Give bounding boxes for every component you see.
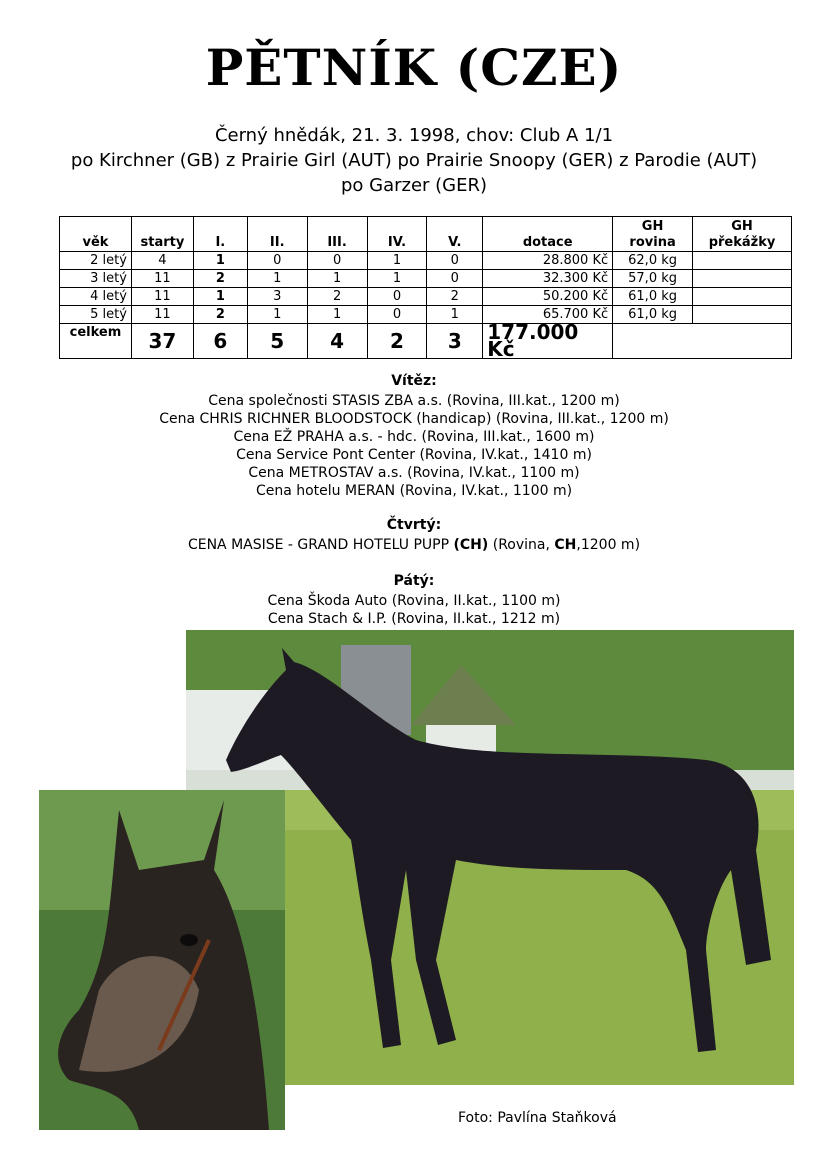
- list-item: Cena Stach & I.P. (Rovina, II.kat., 1212 m): [267, 611, 561, 627]
- table-cell: 1: [247, 270, 307, 288]
- col-header: V.: [427, 217, 483, 252]
- table-header-row: [60, 217, 792, 252]
- list-item: Cena EŽ PRAHA a.s. - hdc. (Rovina, III.kat., 1600 m): [233, 429, 595, 445]
- table-cell: 62,0 kg: [613, 252, 693, 270]
- list-item: Cena Service Pont Center (Rovina, IV.kat., 1410 m): [236, 447, 592, 463]
- race-stats-table: [59, 216, 792, 359]
- table-cell: 11: [131, 306, 193, 324]
- table-cell: 5 letý: [60, 306, 132, 324]
- total-cell: 37: [131, 324, 193, 359]
- table-cell: 1: [307, 270, 367, 288]
- table-cell: 1: [367, 270, 427, 288]
- list-item: Cena hotelu MERAN (Rovina, IV.kat., 1100 m): [255, 483, 573, 499]
- table-cell: 11: [131, 270, 193, 288]
- fourth-heading: Čtvrtý:: [386, 517, 442, 533]
- table-cell: 1: [193, 252, 247, 270]
- table-cell: 0: [367, 306, 427, 324]
- table-cell: 61,0 kg: [613, 288, 693, 306]
- col-header: dotace: [483, 217, 613, 252]
- table-cell: 0: [247, 252, 307, 270]
- fifth-heading: Pátý:: [393, 573, 435, 589]
- table-cell: [693, 306, 792, 324]
- col-header: II.: [247, 217, 307, 252]
- table-cell: 0: [307, 252, 367, 270]
- horse-description: Černý hnědák, 21. 3. 1998, chov: Club A 1/1: [214, 125, 614, 146]
- fourth-section: [0, 516, 828, 554]
- page-title: PĚTNÍK (CZE): [205, 38, 623, 97]
- table-cell: 32.300 Kč: [483, 270, 613, 288]
- table-cell: 61,0 kg: [613, 306, 693, 324]
- pedigree-line: po Kirchner (GB) z Prairie Girl (AUT) po Prairie Snoopy (GER) z Parodie (AUT): [70, 150, 758, 171]
- table-cell: [693, 252, 792, 270]
- table-cell: 2 letý: [60, 252, 132, 270]
- total-cell: 6: [193, 324, 247, 359]
- total-cell: 5: [247, 324, 307, 359]
- photo-credit: Foto: Pavlína Staňková: [458, 1110, 617, 1126]
- list-item: CENA MASISE - GRAND HOTELU PUPP (CH) (Rovina, CH,1200 m): [187, 537, 641, 553]
- table-row: [60, 270, 792, 288]
- table-cell: 3 letý: [60, 270, 132, 288]
- table-cell: 11: [131, 288, 193, 306]
- total-cell: 2: [367, 324, 427, 359]
- total-cell: 3: [427, 324, 483, 359]
- table-cell: 3: [247, 288, 307, 306]
- table-cell: 50.200 Kč: [483, 288, 613, 306]
- table-cell: 2: [307, 288, 367, 306]
- table-cell: [693, 288, 792, 306]
- table-row: [60, 306, 792, 324]
- table-cell: 1: [427, 306, 483, 324]
- table-cell: 0: [427, 270, 483, 288]
- pedigree-line-2: po Garzer (GER): [340, 175, 488, 196]
- table-cell: 2: [193, 306, 247, 324]
- total-row: [60, 324, 792, 359]
- list-item: Cena METROSTAV a.s. (Rovina, IV.kat., 1100 m): [248, 465, 580, 481]
- table-cell: 28.800 Kč: [483, 252, 613, 270]
- table-cell: 0: [367, 288, 427, 306]
- col-header: IV.: [367, 217, 427, 252]
- table-cell: 4 letý: [60, 288, 132, 306]
- col-header-gh-prekazky: GH překážky: [693, 217, 792, 252]
- col-header: I.: [193, 217, 247, 252]
- winner-section: [0, 372, 828, 500]
- col-header: starty: [131, 217, 193, 252]
- list-item: Cena Škoda Auto (Rovina, II.kat., 1100 m): [267, 593, 561, 609]
- table-cell: 65.700 Kč: [483, 306, 613, 324]
- table-cell: 0: [427, 252, 483, 270]
- table-cell: 2: [427, 288, 483, 306]
- col-header: III.: [307, 217, 367, 252]
- list-item: Cena CHRIS RICHNER BLOODSTOCK (handicap) (Rovina, III.kat., 1200 m): [159, 411, 669, 427]
- total-cell: 177.000 Kč: [483, 324, 613, 359]
- table-cell: 4: [131, 252, 193, 270]
- total-cell: 4: [307, 324, 367, 359]
- horse-head-photo: [39, 790, 285, 1130]
- table-cell: 1: [193, 288, 247, 306]
- table-row: [60, 252, 792, 270]
- col-header-gh-rovina: GH rovina: [613, 217, 693, 252]
- table-cell: 1: [247, 306, 307, 324]
- table-cell: 57,0 kg: [613, 270, 693, 288]
- table-cell: 1: [367, 252, 427, 270]
- fifth-section: [0, 572, 828, 628]
- winner-heading: Vítěz:: [391, 373, 437, 389]
- total-empty-cell: [613, 324, 792, 359]
- total-cell: celkem: [60, 324, 132, 359]
- table-cell: 2: [193, 270, 247, 288]
- list-item: Cena společnosti STASIS ZBA a.s. (Rovina, III.kat., 1200 m): [208, 393, 620, 409]
- table-cell: [693, 270, 792, 288]
- table-cell: 1: [307, 306, 367, 324]
- col-header: věk: [60, 217, 132, 252]
- table-row: [60, 288, 792, 306]
